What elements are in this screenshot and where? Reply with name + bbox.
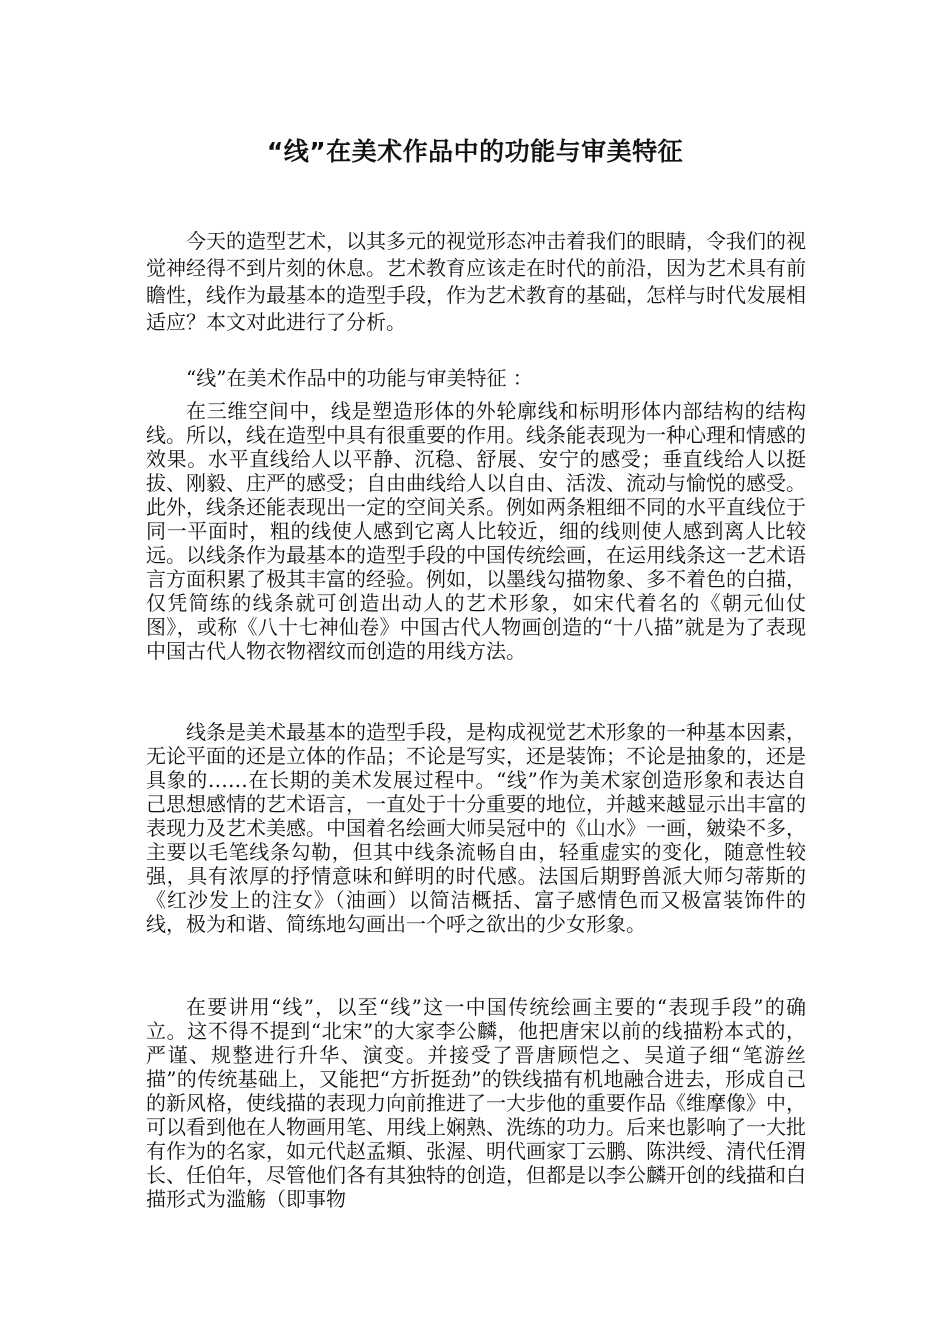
body-paragraph-3: 在要讲用“线”，以至“线”这一中国传统绘画主要的“表现手段”的确立。这不得不提到“北宋”的大家李公麟，他把唐宋以前的线描粉本式的，严谨、规整进行升华、演变。并接受了晋唐顾恺之、吴道子细“笔游丝描”的传统基础上，又能把“方折挺劲”的铁线描有机地融合进去，形成自己的新风格，使线描的表现力向前推进了一大步他的重要作品《维摩像》中，可以看到他在人物画用笔、用线上娴熟、洗练的功力。后来也影响了一大批有作为的名家，如元代赵孟頫、张渥、明代画家丁云鹏、陈洪绶、清代任渭长、任伯年，尽管他们各有其独特的创造，但都是以李公麟开创的线描和白描形式为滥觞（即事物	[146, 995, 806, 1211]
body-paragraph-1: 在三维空间中，线是塑造形体的外轮廓线和标明形体内部结构的结构线。所以，线在造型中具有很重要的作用。线条能表现为一种心理和情感的效果。水平直线给人以平静、沉稳、舒展、安宁的感受；垂直线给人以挺拔、刚毅、庄严的感受；自由曲线给人以自由、活泼、流动与愉悦的感受。此外，线条还能表现出一定的空间关系。例如两条粗细不同的水平直线位于同一平面时，粗的线使人感到它离人比较近，细的线则使人感到离人比较远。以线条作为最基本的造型手段的中国传统绘画，在运用线条这一艺术语言方面积累了极其丰富的经验。例如，以墨线勾描物象、多不着色的白描，仅凭简练的线条就可创造出动人的艺术形象，如宋代着名的《朝元仙仗图》，或称《八十七神仙卷》中国古代人物画创造的“十八描”就是为了表现中国古代人物衣物褶纹而创造的用线方法。	[146, 399, 806, 663]
section-heading: “线”在美术作品中的功能与审美特征 ：	[186, 366, 533, 390]
page-title: “线”在美术作品中的功能与审美特征	[266, 137, 684, 166]
intro-paragraph: 今天的造型艺术，以其多元的视觉形态冲击着我们的眼睛，令我们的视觉神经得不到片刻的休息。艺术教育应该走在时代的前沿，因为艺术具有前瞻性，线作为最基本的造型手段，作为艺术教育的基础，怎样与时代发展相适应？本文对此进行了分析。	[146, 229, 806, 334]
body-paragraph-2: 线条是美术最基本的造型手段，是构成视觉艺术形象的一种基本因素，无论平面的还是立体的作品；不论是写实，还是装饰；不论是抽象的，还是具象的……在长期的美术发展过程中。“线”作为美术家创造形象和表达自己思想感情的艺术语言，一直处于十分重要的地位，并越来越显示出丰富的表现力及艺术美感。中国着名绘画大师吴冠中的《山水》一画，皴染不多，主要以毛笔线条勾勒，但其中线条流畅自由，轻重虚实的变化，随意性较强，具有浓厚的抒情意味和鲜明的时代感。法国后期野兽派大师匀蒂斯的《红沙发上的注女》（油画）以简洁概括、富子感情色而又极富装饰件的线，极为和谐、简练地勾画出一个呼之欲出的少女形象。	[146, 720, 806, 936]
